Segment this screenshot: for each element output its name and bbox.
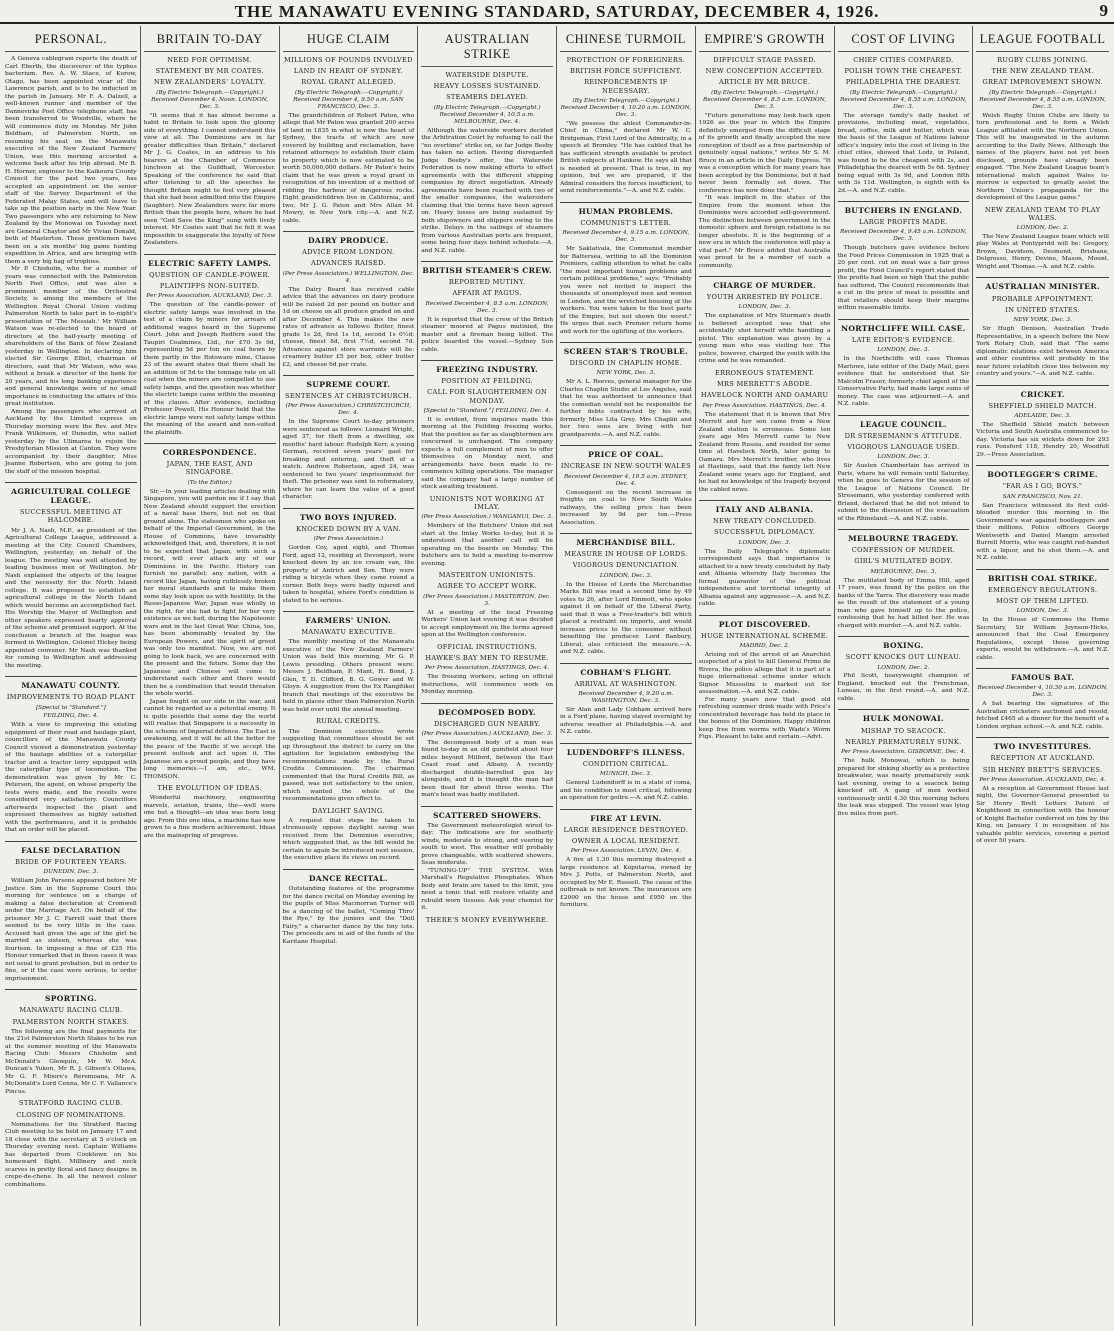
article-text: Sir Alan and Lady Cobham arrived here in a Ford plane, having stayed overnight by adverse weather at Philadelphia.—A. and N.Z. cable. <box>560 706 692 736</box>
article-text: General Ludendorff is in a state of coma, and his condition is most critical, following an operation for goitre.—A. and N.Z. cable. <box>560 780 692 802</box>
dateline: LONDON, Dec. 3. <box>599 572 652 579</box>
subheading: HUGE INTERNATIONAL SCHEME. <box>701 631 829 640</box>
column-headline: COST OF LIVING <box>838 26 970 52</box>
article-text: The following are the final payments for the 21st Palmerston North Stakes to be run at the summer meeting of the Manawatu Racing Club: Messrs Chisholm and McDonald's Glenquin, Mr W. McA. Duncan's Yukon, Mr R. J. Gibson's Ottawa, Mr G. F. Moore's Reremoana, Mr A. McDonald's Lord Cenna, Mr C. F. Vallance's Pincus. <box>5 1028 137 1095</box>
section-heading: PRICE OF COAL. <box>560 445 692 459</box>
dateline: Per Press Association. GISBORNE, Dec. 4. <box>840 749 966 756</box>
section-heading: BRITISH STEAMER'S CREW. <box>421 261 553 275</box>
subheading: MRS MERRETT'S ABODE. <box>716 380 813 389</box>
article-text: Mr A. L. Reeves, general manager for the Charles Chaplin Studio at Los Angeles, said that he was authorised to announce that the comedian would not be responsible for further debts contracted by his wife, formerly Miss Lita Grey. Mrs Chaplin and her two sons are living with her grandparents.—A. and N.Z. cable. <box>560 379 692 438</box>
subheading: COMMUNIST'S LETTER. <box>580 218 672 227</box>
subheading: WATERSIDE DISPUTE. <box>445 71 529 79</box>
subheading: DR STRESEMANN'S ATTITUDE. <box>844 431 963 440</box>
subheading: ADVANCES RAISED. <box>310 259 386 268</box>
section-heading: HUMAN PROBLEMS. <box>560 202 692 216</box>
article-text: Although the waterside workers decided the Arbitration Court by refusing to call the "no overtime" strike on, so far Judge Beeby has taken no action. Having disregarded Judge Beeby's offer, the Waterside Federation is now making efforts to effect agreements with the different shipping companies by direct negotiation. Already agreements have been reached with two of the smaller companies, the watersiders claiming that the terms have been agreed on. Heavy losses are being sustained by both shipowners and shippers owing to the strike. Delays in the sailings of steamers from various Australian ports are frequent, some being four days behind schedule.—A. and N.Z. cable. <box>421 127 553 254</box>
dateline: (By Electric Telegraph.—Copyright.) Received December 4, 8.5 a.m. LONDON, Dec. 3. <box>703 89 827 110</box>
subheading: KNOCKED DOWN BY A VAN. <box>295 524 401 533</box>
dateline: Per Press Association. LEVIN, Dec. 4. <box>570 848 682 855</box>
subheading: LARGE PROFITS MADE. <box>859 218 948 227</box>
subheading: NEW ZEALANDERS' LOYALTY. <box>153 78 266 87</box>
article-text: At a meeting of the local Freezing Workers' Union last evening it was decided to accept employment on the terms agreed upon at the Wellington conference. <box>421 609 553 639</box>
dateline: LONDON, Dec. 3. <box>877 454 930 461</box>
subheading: BRITISH FORCE SUFFICIENT. <box>569 67 682 76</box>
masthead <box>0 0 1114 24</box>
dateline: LONDON, Dec. 3. <box>738 304 791 311</box>
column-headline: BRITAIN TO-DAY <box>144 26 276 52</box>
section-heading: SCREEN STAR'S TROUBLE. <box>560 342 692 356</box>
subheading: CONFESSION OF MURDER. <box>851 546 955 555</box>
subheading: INCREASE IN NEW SOUTH WALES <box>560 462 691 471</box>
dateline: FEILDING, Dec. 4. <box>43 713 99 720</box>
article-text: Japan fought on our side in the war, and cannot be regarded as a potential enemy. It is quite possible that some day the world will realise that Singapore is a necessity in the scheme of Imperial defence. The East is awakening, and it will be all the better for the peace of the Pacific if we accept the present outlook and act upon it. The Japanese are a proud people, and they have long memories.—I am, etc., WM. THOMSON. <box>143 698 276 780</box>
article-text: The freezing workers, acting on official instructions, will commence work on Monday morning. <box>421 674 553 696</box>
section-heading: AGRICULTURAL COLLEGE LEAGUE. <box>5 482 137 505</box>
section-heading: SCATTERED SHOWERS. <box>421 806 553 820</box>
article-text: Members of the Butchers' Union did not start at the Imlay Works to-day, but it is understood that another call will be operating on the boards on Monday. The butchers are to hold a meeting to-morrow evening. <box>421 523 553 567</box>
article-text: The Government meteorologist wired to-day: The indications are for southerly winds, moderate to strong, and veering by south to west. The weather will probably prove changeable, with scattered showers. Seas moderate. <box>421 822 553 867</box>
section-heading: FREEZING INDUSTRY. <box>421 360 553 374</box>
dateline: LONDON, Dec. 2. <box>877 664 930 671</box>
section-heading: MANAWATU COUNTY. <box>5 676 137 690</box>
subheading: DISCHARGED GUN NEARBY. <box>433 719 541 728</box>
dateline: Received December 4, 9.20 a.m. WASHINGTON, Dec. 3. <box>578 690 674 704</box>
subheading: MANAWATU RACING CLUB. <box>19 1006 123 1015</box>
dateline: MELBOURNE, Dec. 3. <box>870 568 937 575</box>
subheading: EMERGENCY REGULATIONS. <box>988 585 1098 594</box>
subheading: PROTECTION OF FOREIGNERS. <box>566 56 686 64</box>
article-text: Nominations for the Stratford Racing Club meeting to be held on January 17 and 18 close with the secretary at 5 o'clock on Thursday evening next. Captain Williams has departed from Cooktown on his homeward flight. Millinery and neck scarves in pretty floral and fancy designs in crepe-de-chene. In all the newest colour combinations. <box>5 1121 137 1188</box>
column-6 <box>696 26 835 1326</box>
dateline: Per Press Association. HASTINGS, Dec. 4. <box>702 402 827 409</box>
subheading: STATEMENT BY MR COATES. <box>155 67 264 76</box>
section-heading: ELECTRIC SAFETY LAMPS. <box>144 254 276 268</box>
subheading: THERE'S MONEY EVERYWHERE. <box>425 915 549 924</box>
subheading: CHIEF CITIES COMPARED. <box>853 56 954 64</box>
article-text: The grandchildren of Robert Paton, who allege that Mr Paton was granted 200 acres of land in 1835 in what is now the heart of Sydney, the tracts of which are now covered by building and reclamation, have retained attorneys to establish their claim to property which is now estimated to be worth 50,000,000 dollars. Mr Paton's heirs claim that he was given a royal grant in recognition of his invention of a method of ridding the harbour of dangerous rocks. Eight grandchildren live in California, and two, Mr J. G. Paton and Mrs Allan M. Mowry, in New York city.—A. and N.Z. cable. <box>282 112 415 224</box>
article-text: Mr J. A. Nash, M.P., as president of the Agricultural College League, addressed a meeting at the City Council Chambers, Wellington, yesterday, on behalf of the league. The meeting was well attended by leading business men of Wellington. Mr Nash explained the objects of the league and the necessity for the North Island college. It was proposed to establish an agricultural college in the North Island which would become an accomplished fact. His Worship the Mayor of Wellington and other speakers expressed hearty approval of the scheme and promised support. At the conclusion a branch of the league was formed in Wellington, Colonel Hickey being appointed convener. Mr Nash was thanked for coming to Wellington and addressing the meeting. <box>5 527 137 669</box>
article-text: In the House of Lords the Merchandise Marks Bill was read a second time by 49 votes to 26, after Lord Emmott, who spoke against it on behalf of the Liberal Party, said that it was a Free-trader's bill which placed a restraint on imports, and would increase prices to the consumer without benefiting the producer. Lord Banbury, Liberal, also criticised the measure.—A. and N.Z. cable. <box>560 581 692 656</box>
article-text: Mr P. Chisholm, who for a number of years was connected with the Palmerston North Post Office, and was also a prominent member of the Orchestral Society, is among the members of the Wellington Royal Choral Union visiting Palmerston North to take part in to-night's presentation of 'The Messiah.' Mr William Watson was re-elected to the board of directors at the half-yearly meeting of shareholders of the Bank of New Zealand yesterday in Wellington. In declaring him elected Sir George Elliot, chairman of directors, said that Mr Watson, who was without a break a director of the bank for 20 years, and his long banking experience and general knowledge were of no small importance in conducting the affairs of this great institution. <box>5 266 137 407</box>
subheading: VIGOROUS LANGUAGE USED. <box>847 442 960 451</box>
article-text: Mr Saklatvala, the Communist member for Battersea, writing to all the Dominion Premiers, calling attention to what he calls "the most important human problems and certain political problems," says: "Probably you were not invited to inspect the thousands of unemployed men and women in London, and the wretched housing of the workers. You were taken to the best parts of the Empire, but not shown the worst." He urges that each Premier return home and work for the uplifting of the workers. <box>560 246 692 335</box>
subheading: SENTENCES AT CHRISTCHURCH. <box>285 392 412 401</box>
subheading: YOUTH ARRESTED BY POLICE. <box>706 293 823 302</box>
section-heading: MELBOURNE TRAGEDY. <box>838 529 970 543</box>
subheading: IMPROVEMENTS TO ROAD PLANT <box>6 693 135 702</box>
newspaper-title: THE MANAWATU EVENING STANDARD, SATURDAY, DECEMBER 4, 1926. <box>234 2 880 21</box>
section-heading: MERCHANDISE BILL. <box>560 533 692 547</box>
columns-container <box>2 26 1112 1326</box>
article-text: The hulk Monowai, which is being prepared for sinking shortly as a protective breakwater, was nearly prematurely sunk last evening, owing to a seacock being knocked off. A gang of men worked continuously until 4.30 this morning before the leak was stopped. The vessel was lying five miles from port. <box>837 758 970 817</box>
subheading: AGREE TO ACCEPT WORK. <box>437 582 537 591</box>
column-headline: LEAGUE FOOTBALL <box>976 26 1109 52</box>
article-text: Consequent on the recent increase in freights on coal to New South Wales railways, the selling price has been increased by 9d per ton.—Press Association. <box>560 489 692 526</box>
section-heading: TWO BOYS INJURED. <box>283 508 415 522</box>
subheading: SCOTT KNOCKS OUT LUNEAU. <box>845 653 962 662</box>
dateline: LONDON, Dec. 3. <box>877 347 930 354</box>
subheading: REPORTED MUTINY. <box>448 278 526 287</box>
subheading: NEARLY PREMATURELY SUNK. <box>845 737 962 746</box>
article-text: The Dairy Board has received cable advice that the advances on dairy produce will be raised 2d per pound on butter and 1d on cheese on all produce graded on and after December 4. This makes the new rates of advance as follows: Butter, finest grade 1s 2d, first 1s 1d, second 1s 0½d; cheese, finest 8d, first 7½d, second 7d. Advances against store warrants will be: creamery butter £5 per box, other butter £2, and cheese 6d per crate. <box>282 286 415 368</box>
dateline: (Per Press Association.) AUCKLAND, Dec. 3. <box>421 730 553 737</box>
article-text: With a view to improving the existing equipment of their road and haulage plant, councillors of the Manawatu County Council viewed a demonstration yesterday of the haulage abilities of a caterpillar tractor and a tractor lorry equipped with the caterpillar type of locomotion. The demonstration was given by Mr C. Peterson, the agent, on whose property the tests were made, and the results were considered very satisfactory. Councillors afterwards inspected the plant and expressed themselves as highly satisfied with the performance, and it is probable that an order will be placed. <box>5 722 137 834</box>
subheading: IN UNITED STATES. <box>1005 305 1080 314</box>
section-heading: NORTHCLIFFE WILL CASE. <box>838 319 970 333</box>
subheading: POLISH TOWN THE CHEAPEST. <box>844 67 963 76</box>
subheading: UNIONISTS NOT WORKING AT IMLAY. <box>429 494 545 512</box>
article-text: Among the passengers who arrived at Auckland by the Limited express on Thursday morning were the Rev. and Mrs Frank Wilkinson, of Dunedin, who sailed yesterday by the Ulimaroa to rejoin the Presbyterian Mission at Canton. They were accompanied by their daughter, Miss Jeanne Robertson, who are going to join the staff of the mission hospital. <box>5 408 137 475</box>
article-text: "Future generations may look back upon 1926 as the year in which the Empire definitely emerged from the difficult stage of its growth and finally accepted the new conception of itself as a free partnership of genuinely equal nations," writes Mr S. M. Bruce in an article in the Daily Express. "It was a conception which for many years has been accepted by the Dominions, but it had never been formally set down. The conference has now done that." <box>698 112 831 194</box>
article-text: "We possess the ablest Commander-in-Chief in China," declared Mr W. C. Bridgeman, First Lord of the Admiralty, in a speech at Bromley. "He has cabled that he has sufficient strength available to protect British subjects at Hankow. He says all that is needed at present. That is true, in my opinion, but we are prepared, if the Admiral considers the forces insufficient, to send reinforcements."—A. and N.Z. cable. <box>560 120 692 195</box>
subheading: VIGOROUS DENUNCIATION. <box>572 561 680 570</box>
dateline: (Per Press Association.) <box>313 536 384 543</box>
subheading: GREAT IMPROVEMENT SHOWN. <box>982 78 1103 87</box>
section-heading: SUPREME COURT. <box>283 375 415 389</box>
section-heading: BUTCHERS IN ENGLAND. <box>838 201 970 215</box>
section-heading: FAMOUS BAT. <box>976 668 1109 682</box>
article-text: Arising out of the arrest of an Anarchist suspected of a plot to kill General Primo de Rivera, the police allege that it is part of a huge international scheme under which Signor Mussolini is marked out for assassination.—A. and N.Z. cable. <box>698 651 831 696</box>
column-4 <box>418 26 557 1326</box>
section-heading: DAIRY PRODUCE. <box>283 231 415 245</box>
dateline: (By Electric Telegraph.—Copyright.) Received December 4, 10.20 a.m. LONDON, Dec. 3. <box>560 97 692 118</box>
article-text: Wonderful machinery, engineering marvels, aviation, trains, the—well were one but a thought—an idea was born long ago. From this one idea, a machine has now grown to a fine modern achievement. Ideas are the mainspring of progress. <box>143 795 276 839</box>
article-text: The mutilated body of Emma Hill, aged 17 years, was found by the police on the banks of the Yarra. The discovery was made as the result of the statement of a young man who gave himself up to the police, confessing that he had killed her. He was charged with murder.—A. and N.Z. cable. <box>837 577 970 629</box>
article-text: Sir,—In your leading articles dealing with Singapore, you will pardon me if I say that New Zealand should support the erection of a naval base there, but not on that ground alone. The statesmen who spoke on behalf of the Imperial Government, in the House of Commons, have invariably acknowledged that, and, therefore, it is not to be expected that Japan, with such a record, will ever attack any of our Dominions in the Pacific. History can furnish no parallel; any nation, with a record like Japan, having ruthlessly broken her moral standards and to make them some day look upon us with hostility. In the Russo-Japanese War, Japan was wholly in the right, for she had to fight for her very existence as we had, during the Napoleonic wars and in the last Great War. China, too, has been abominably treated by the European Powers, and the spirit of greed was only too manifest. Now, we are not going to look back, we are concerned with the present and the future. Some day the Japanese and Chinese will come to understand each other and there would then be a combination that would threaten the whole world. <box>143 488 276 698</box>
article-text: The Dominion executive wrote suggesting that committees should be set up throughout the district to carry on the agitation for legislation embodying the recommendations made by the Rural Credits Commission. The chairman commented that the Rural Credits Bill, as passed, was not satisfactory to the union, which wanted the whole of the recommendations given effect to. <box>282 728 415 803</box>
column-5 <box>557 26 696 1326</box>
section-heading: TWO INVESTITURES. <box>976 737 1109 751</box>
subheading: HAWKE'S BAY MEN TO RESUME. <box>425 653 549 662</box>
subheading: "FAR AS I GO, BOYS." <box>1002 482 1083 491</box>
article-text: William John Parsons appeared before Mr Justice Sim in the Supreme Court this morning for sentence on a charge of making a false declaration at Cromwell under the Marriage Act. On behalf of the prisoner Mr J. C. Farrell said that there seemed to be very little in the case. Accused had given the age of the girl he married as sixteen, whereas she was fourteen. In imposing a fine of £25 His Honour remarked that in these cases it was not usual to grant probation, but in order to fine, or if the case were serious, to order imprisonment. <box>5 878 137 982</box>
article-text: "It seems that it has almost become a habit in Britain to look upon the gloomy side of everything. I cannot understand this view at all. The Dominions are in far greater difficulties than Britain," declared Mr J. G. Coates, in an address to his hearers at the Chamber of Commerce luncheon at the Guildhall, Worcester. Speaking of the conference he said that after listening to all the speeches he thought Britain ought to feel very pleased that she had been admitted into the Empire (laughter). New Zealanders were far more British than the people here, where he had seen "God Save the King" sung with lively interest. Mr Coates said that he felt it was impossible to exaggerate the loyalty of New Zealanders. <box>143 112 276 247</box>
subheading: RURAL CREDITS. <box>316 717 381 726</box>
section-heading: LUDENDORFF'S ILLNESS. <box>560 743 692 757</box>
subheading: GIRL'S MUTILATED BODY. <box>854 557 953 566</box>
article-text: San Francisco witnessed its first cold-blooded murder this morning in the Government's war against bootleggers and their millions. Police officers George Wentworth and Daniel Mangin arrested Burrell Morris, who was caught red-handed with a liquor, and he shot them.—A. and N.Z. cable. <box>976 502 1109 562</box>
dateline: Received December 4, 10.5 a.m. SYDNEY, Dec. 4. <box>563 473 688 487</box>
subheading: ARRIVAL AT WASHINGTON. <box>574 679 678 688</box>
dateline: Per Press Association. AUCKLAND, Dec. 3. <box>146 293 273 300</box>
dateline: (By Electric Telegraph.—Copyright.) Received December 4, 8.55 a.m. LONDON, Dec. 3. <box>979 89 1107 110</box>
article-text: "It was implicit in the status of the Empire from the moment when the Dominions were accorded self-government. The distinction between government in the domestic sphere and foreign relations is no longer absolute. It is the beginning of a new era in which the conference will play a vital part." Mr Bruce added that Australia was proud to be a member of such a community. <box>698 195 831 269</box>
subheading: MISHAP TO SEACOCK. <box>860 726 946 735</box>
article-text: Sir Hugh Denison, Australian Trade Representative, in a speech before the New York Rotary Club, said that "The same diplomatic relations exist between America and other countries will probably in the near future establish close ties between my country and yours."—A. and N.Z. cable. <box>976 326 1109 378</box>
dateline: [Special to "Standard."] FEILDING, Dec. 4. <box>423 407 551 414</box>
dateline: Per Press Association. HASTINGS, Dec. 4. <box>425 665 550 672</box>
section-heading: FIRE AT LEVIN. <box>560 809 692 823</box>
article-text: Sir Austen Chamberlain has arrived in Paris, where he will remain until Saturday, when he goes to Geneva for the session of the League of Nations Council. Dr Stresemann, who yesterday conferred with Briand, declared that he did not intend to submit to the discussion of the evacuation of the Rhineland.—A. and N.Z. cable. <box>837 463 970 522</box>
subheading: SUCCESSFUL MEETING AT HALCOMBE. <box>19 508 122 525</box>
article-text: The decomposed body of a man was found to-day in an old gumfield about four miles beyond Milford, between the East Coast road and Albany. A recently discharged double-barrelled gun lay alongside, and it is thought the man had been dead for about three weeks. The man's head was badly mutilated. <box>421 739 553 799</box>
subheading: SUCCESSFUL DIPLOMACY. <box>714 528 816 537</box>
article-text: The Sheffield Shield match between Victoria and South Australia commenced to-day. Victoria has six wickets down for 293 runs. Ponsford 118, Hendry 20, Woodfull 29.—Press Association. <box>976 421 1109 458</box>
dateline: (To the Editor.) <box>187 479 232 486</box>
article-text: Though butchers gave evidence before the Food Prices Commission in 1925 that a 20 per cent. cut on meat was a fair gross profit, the Food Council's report stated that the profits had been so high that the public has suffered. The Council recommends that a cut in the price of meat is possible and that retailers should keep their margins within reasonable limits. <box>837 245 970 312</box>
subheading: RECEPTION AT AUCKLAND. <box>990 754 1095 763</box>
subheading: THE EVOLUTION OF IDEAS. <box>157 784 262 793</box>
column-headline: EMPIRE'S GROWTH <box>699 26 831 52</box>
dateline: [Special to "Standard."] <box>35 704 106 711</box>
column-1 <box>2 26 141 1326</box>
subheading: NEW CONCEPTION ACCEPTED. <box>705 67 824 76</box>
dateline: Received December 4, 8.5 a.m. LONDON, Dec. 3. <box>425 300 549 314</box>
article-text: The statement that it is known that Mrs Merrett and her son came from a New Zealand station is erroneous. Some ten years ago Mrs Merrett came to New Zealand from Russia, and resided for some time at Havelock North, later going to Oamaru. Mrs Merrett's brother, who lives at Hastings, said that the family left New Zealand some years ago for England, and he had no knowledge of the tragedy beyond the cabled news. <box>698 411 831 493</box>
subheading: LAND IN HEART OF SYDNEY. <box>293 67 403 76</box>
subheading: MOST OF THEM LIFTED. <box>996 596 1090 605</box>
dateline: (By Electric Telegraph.—Copyright.) Received December 4, 10.5 a.m. MELBOURNE, Dec. 4. <box>433 104 541 125</box>
subheading: JAPAN, THE EAST, AND SINGAPORE. <box>166 460 253 477</box>
dateline: (By Electric Telegraph.—Copyright.) Received December 4, 8.55 a.m. LONDON, Dec. 3. <box>839 89 967 110</box>
subheading: POSITION AT FEILDING. <box>441 377 533 386</box>
article-text: The New Zealand League team which will play Wales at Pontypridd will be: Gregory, Brown, Davidson, Desmond, Brisbane, Delgrosso, Henry, Devine, Mason, Mount, Wright and Thomas.—A. and N.Z. cable. <box>976 233 1109 270</box>
column-3 <box>280 26 419 1326</box>
subheading: CLOSING OF NOMINATIONS. <box>16 1110 126 1119</box>
subheading: THE NEW ZEALAND TEAM. <box>991 67 1094 76</box>
subheading: ROYAL GRANT ALLEGED. <box>301 78 396 87</box>
subheading: QUESTION OF CANDLE-POWER. <box>149 270 271 279</box>
section-heading: SPORTING. <box>5 989 137 1003</box>
article-text: The explanation of Mrs Sturman's death is believed accepted was that she accidentally shot herself while handling a pistol. The explanation was given by a young man who was visiting her. The police, however, charged the youth with the crime and he was remanded. <box>698 313 831 365</box>
subheading: CONDITION CRITICAL. <box>582 759 669 768</box>
dateline: DUNEDIN, Dec. 3. <box>43 869 99 876</box>
column-8 <box>973 26 1112 1326</box>
subheading: ADVICE FROM LONDON. <box>302 248 395 257</box>
article-text: The question of the candle-power of electric safety lamps was involved in the test of a claim by miners for arrears of additional wages heard in the Supreme Court. John and Joseph Redfern sued the Taupiri Coalmines, Ltd., for £70 3s 9d, representing 5d per ton on coal hewn by them partly in the Rotowaro mine. Clause 23 of the award states that there shall be an addition of 5d to the tonnage rate on all coal when the miners are compelled to use safety lamps, and the question was whether the electric lamps came within the meaning of the clause. After evidence, including Professor Powell, His Honour held that the electric lamps were not safety lamps within the meaning of the award and non-suited the plaintiffs. <box>143 302 276 436</box>
subheading: DAYLIGHT SAVING. <box>312 806 385 815</box>
section-heading: FARMERS' UNION. <box>283 611 415 625</box>
article-text: The average family's daily basket of provisions, including meat, vegetables, bread, coffee, milk and butter, which was the basis of the League of Nations labour office's inquiry into the cost of living in the chief cities, showed that Lodz, in Poland, was found to be the cheapest with 2s, and Philadelphia the dearest with 5s 6d. Sydney being equal with 3s 9d, and London fifth with 3s 11d. Wellington, is eighth with 4s 2d.—A. and N.Z. cable. <box>837 112 970 194</box>
dateline: SAN FRANCISCO, Nov. 21. <box>1002 493 1083 500</box>
subheading: NEW ZEALAND TEAM TO PLAY WALES. <box>984 205 1101 222</box>
section-heading: FALSE DECLARATION <box>5 841 137 855</box>
subheading: SIR HENRY BRETT'S SERVICES. <box>982 765 1103 774</box>
subheading: NEED FOR OPTIMISM. <box>167 56 253 64</box>
subheading: HEAVY LOSSES SUSTAINED. <box>433 82 541 91</box>
subheading: DIFFICULT STAGE PASSED. <box>713 56 816 64</box>
subheading: RUGBY CLUBS JOINING. <box>997 56 1089 64</box>
dateline: ADELAIDE, Dec. 3. <box>1014 412 1071 419</box>
subheading: AFFAIR AT PAGUS. <box>452 289 522 298</box>
dateline: NEW YORK, Dec. 3. <box>1013 317 1072 324</box>
article-text: Welsh Rugby Union Clubs are likely to turn professional and to form a Welsh League affiliated with the Northern Union. This will be inaugurated in the autumn according to the Daily News. Although the names of the players have not yet been disclosed, grounds have already been engaged. "The New Zealand League team's international match against Wales to-morrow is expected to greatly assist the Northern Union's propaganda for the development of the League game." <box>976 112 1109 202</box>
dateline: LONDON, Dec. 3. <box>738 539 791 546</box>
dateline: (Per Press Association.) MASTERTON, Dec. 3. <box>423 593 552 607</box>
article-text: A fire at 1.30 this morning destroyed a large residence at Koputaroa, owned by Mrs J. Potts, of Palmerston North, and occupied by Mr E. Russell. The cause of the outbreak is not known. The insurances are £2000 on the house and £950 on the furniture. <box>560 857 692 909</box>
article-text: For many years now that good old refreshing summer drink made with Price's concentrated beverage has held its place in the homes of the Dominion. Happy children keep free from worms with Wade's Worm Figs. Pleasant to take and certain.—Advt. <box>698 696 831 741</box>
article-text: A request that steps be taken to strenuously oppose daylight saving was received from the Dominion executive, which suggested that, as the bill would be certain to again be introduced next session, the executive place its views on record. <box>282 817 415 862</box>
column-headline: PERSONAL. <box>5 26 137 52</box>
section-heading: BOOTLEGGER'S CRIME. <box>976 465 1109 479</box>
dateline: NEW YORK, Dec. 3. <box>596 370 656 377</box>
subheading: LARGE RESIDENCE DESTROYED. <box>563 825 689 834</box>
subheading: PHILADELPHIA THE DEAREST. <box>845 78 962 87</box>
subheading: LATE EDITOR'S EVIDENCE. <box>851 335 955 344</box>
dateline: MADRID, Dec. 2. <box>739 642 790 649</box>
subheading: ARTICLE BY MR BRUCE. <box>718 78 811 87</box>
section-heading: COBHAM'S FLIGHT. <box>560 663 692 677</box>
dateline: (By Electric Telegraph.—Copyright.) Received December 4, Noon. LONDON, Dec. 3. <box>151 89 269 110</box>
subheading: STEAMERS DELAYED. <box>446 93 529 102</box>
section-heading: PLOT DISCOVERED. <box>699 615 831 629</box>
dateline: Per Press Association. AUCKLAND, Dec. 4. <box>979 776 1106 783</box>
subheading: SHEFFIELD SHIELD MATCH. <box>988 401 1097 410</box>
section-heading: CRICKET. <box>976 385 1109 399</box>
section-heading: LEAGUE COUNCIL. <box>838 415 970 429</box>
section-heading: CHARGE OF MURDER. <box>699 276 831 290</box>
subheading: CALL FOR SLAUGHTERMEN ON MONDAY. <box>427 388 548 405</box>
subheading: MANAWATU EXECUTIVE. <box>301 628 396 637</box>
article-text: In the House of Commons the Home Secretary, Sir William Joynson-Hicks, announced that the Coal Emergency Regulations, except those governing exports, would be withdrawn.—A. and N.Z. cable. <box>976 617 1109 661</box>
article-text: The monthly meeting of the Manawatu executive of the New Zealand Farmers' Union was held this morning, Mr G. P. Lewis presiding. Others present were: Messrs J. Beldham, P. Mant, H. Bond, J. Glen, T. D. Clifford, B. G. Gower and W. Gloyn. A suggestion from the Ex Rangitikei branch that meetings of the executive be held in places other than Palmerston North was held over until the annual meeting. <box>282 639 415 713</box>
dateline: Received December 4, 9.15 a.m. LONDON, Dec. 3. <box>562 230 690 244</box>
column-headline: HUGE CLAIM <box>283 26 415 52</box>
subheading: MILLIONS OF POUNDS INVOLVED <box>284 56 413 64</box>
subheading: STRATFORD RACING CLUB. <box>19 1099 123 1108</box>
article-text: Phil Scott, heavyweight champion of England, knocked out the Frenchman, Luneau, in the first round.—A. and N.Z. cable. <box>837 673 970 702</box>
subheading: ERRONEOUS STATEMENT. <box>714 368 815 377</box>
article-text: It is reported that the crew of the British steamer moored at Pagus mutinied, the master and a fireman being killed. The police boarded the vessel.—Sydney Sun cable. <box>421 316 553 353</box>
subheading: PALMERSTON NORTH STAKES. <box>12 1017 130 1026</box>
page-number: 9 <box>1099 1 1108 20</box>
dateline: Received December 4, 9.45 a.m. LONDON, Dec. 3. <box>839 229 967 243</box>
article-text: A Geneva cablegram reports the death of Carl Eberth, the discoverer of the typhus bacterium. Rev. A. W. Stace, of Kurow, Otago, has been appointed vicar of the Lawrence parish, and is to be inducted in the parish in January. Mr F. A. Dalzell, a well-known runner and member of the Dannevirke Post Office telephone staff, has been transferred to Woodville, where he will commence duty on Monday. Mr John Beldham, of Palmerston North, on resuming his seat on the Manawatu executive of the New Zealand Farmers' Union, was this morning accorded a welcome back after his trip abroad. Mr B. H. Horner, engineer to the Kaikoura County Council for the past two years, has accepted an appointment on the senior staff of the Survey Department of the Federated Malay States, and will leave to take up the position early in the New Year. Two passengers who are returning to New Zealand by the Monowai on Tuesday next are General Chaytor and Mr Vivian Donald, both of Masterton. These gentlemen have been on a six months' big game hunting expedition in Africa, and are bringing with them a very big bag of trophies. <box>5 56 137 265</box>
dateline: (Per Press Association.) CHRISTCHURCH, Dec. 4. <box>285 403 412 417</box>
article-text: In the Northcliffe will case Thomas Marlowe, late editor of the Daily Mail, gave evidence that he understood that Sir Malcolm Fraser, formerly chief agent of the Conservative Party, had made large sums of money. The case was adjourned.—A. and N.Z. cable. <box>837 356 970 408</box>
subheading: PROBABLE APPOINTMENT. <box>991 294 1094 303</box>
section-heading: AUSTRALIAN MINISTER. <box>976 277 1109 291</box>
section-heading: CORRESPONDENCE. <box>144 443 276 457</box>
subheading: HAVELOCK NORTH AND OAMARU <box>700 391 829 400</box>
subheading: REINFORCEMENTS IF NECESSARY. <box>584 78 668 95</box>
subheading: OWNER A LOCAL RESIDENT. <box>571 837 680 846</box>
section-heading: HULK MONOWAI. <box>838 709 970 723</box>
article-text: A bat bearing the signatures of the Australian cricketers auctioned and resold, fetched £465 at a dinner for the benefit of a London orphan school.—A. and N.Z. cable. <box>976 701 1109 730</box>
subheading: DISCORD IN CHAPLIN HOME. <box>569 359 683 368</box>
dateline: MUNICH, Dec. 3. <box>599 771 652 778</box>
dateline: (By Electric Telegraph.—Copyright.) Received December 4, 9.50 a.m. SAN FRANCISCO, Dec. 3. <box>293 89 404 110</box>
section-heading: DECOMPOSED BODY. <box>421 703 553 717</box>
article-text: It is evident, from inquiries made this morning at the Feilding freezing works, that the position as far as slaughtermen are concerned is unchanged. The company expects a full complement of men to offer themselves on Monday next, and arrangements have been made to re-commence killing operations. The manager said the company had a large number of stock awaiting treatment. <box>421 416 553 491</box>
dateline: (Per Press Association.) WANGANUI, Dec. 3. <box>421 514 553 521</box>
column-7 <box>835 26 974 1326</box>
section-heading: BOXING. <box>838 636 970 650</box>
dateline: (Per Press Association.) WELLINGTON, Dec. 4. <box>282 270 415 284</box>
subheading: BRIDE OF FOURTEEN YEARS. <box>15 858 127 867</box>
subheading: PLAINTIFFS NON-SUITED. <box>159 281 260 290</box>
subheading: MASTERTON UNIONISTS. <box>438 571 536 580</box>
article-text: Outstanding features of the programme for the dance recital on Monday evening by the pupils of Miss Macmorran Turner will be a dancing of the ballet, "Coming Thro' the Rye," by the juniors and the "Doll Fairy," a character dance by the tiny tots. The proceeds are in aid of the funds of the Karitane Hospital. <box>282 886 415 945</box>
section-heading: ITALY AND ALBANIA. <box>699 500 831 514</box>
column-2 <box>141 26 280 1326</box>
column-headline: CHINESE TURMOIL <box>560 26 692 52</box>
article-text: "TUNING-UP" THE SYSTEM. With Marshall's Regulative Phosphates. When body and brain are taxed to the limit, you need a tonic that will restore vitality and rebuild worn tissues. Ask your chemist for it. <box>421 867 553 912</box>
column-headline: AUSTRALIAN STRIKE <box>421 26 553 67</box>
subheading: OFFICIAL INSTRUCTIONS. <box>437 642 538 651</box>
article-text: At a reception at Government House last night, the Governor-General presented to Sir Henry Brett Letters Patent of Knighthood in connection with the honour of Knight Bachelor conferred on him by the King, on January 1 in recognition of his valuable public services, covering a period of over 50 years. <box>976 785 1109 845</box>
dateline: Received December 4, 10.30 a.m. LONDON, Dec. 3. <box>977 685 1108 699</box>
section-heading: DANCE RECITAL. <box>283 869 415 883</box>
article-text: The Daily Telegraph's diplomatic correspondent says that importance is attached to a new treaty concluded by Italy and Albania whereby Italy becomes the formal guarantor of the political independence and territorial integrity of Albania against any aggressor.—A. and N.Z. cable. <box>698 548 831 608</box>
section-heading: BRITISH COAL STRIKE. <box>976 569 1109 583</box>
article-text: In the Supreme Court to-day prisoners were sentenced as follows: Leonard Wright, aged 37, for theft from a dwelling, six months' hard labour. Rudolph Kerr, a young German, received seven years' gaol for breaking and entering, and theft of a watch. Andrew Robertson, aged 24, was sentenced to two years' imprisonment for theft. The prisoner was sent to reformatory, where he can learn the value of a good character. <box>282 419 415 501</box>
article-text: Gordon Coy, aged eight, and Thomas Ford, aged 12, residing at Devonport, were knocked down by an ice cream van, the property of Antrich and Son. They were riding a bicycle when they came round a corner. Both boys were badly injured and taken to hospital, where Ford's condition is stated to be serious. <box>282 545 415 604</box>
subheading: MEASURE IN HOUSE OF LORDS. <box>564 550 688 559</box>
subheading: NEW TREATY CONCLUDED. <box>712 517 817 526</box>
dateline: LONDON, Dec. 3. <box>1016 608 1069 615</box>
dateline: LONDON, Dec. 2. <box>1016 225 1069 232</box>
